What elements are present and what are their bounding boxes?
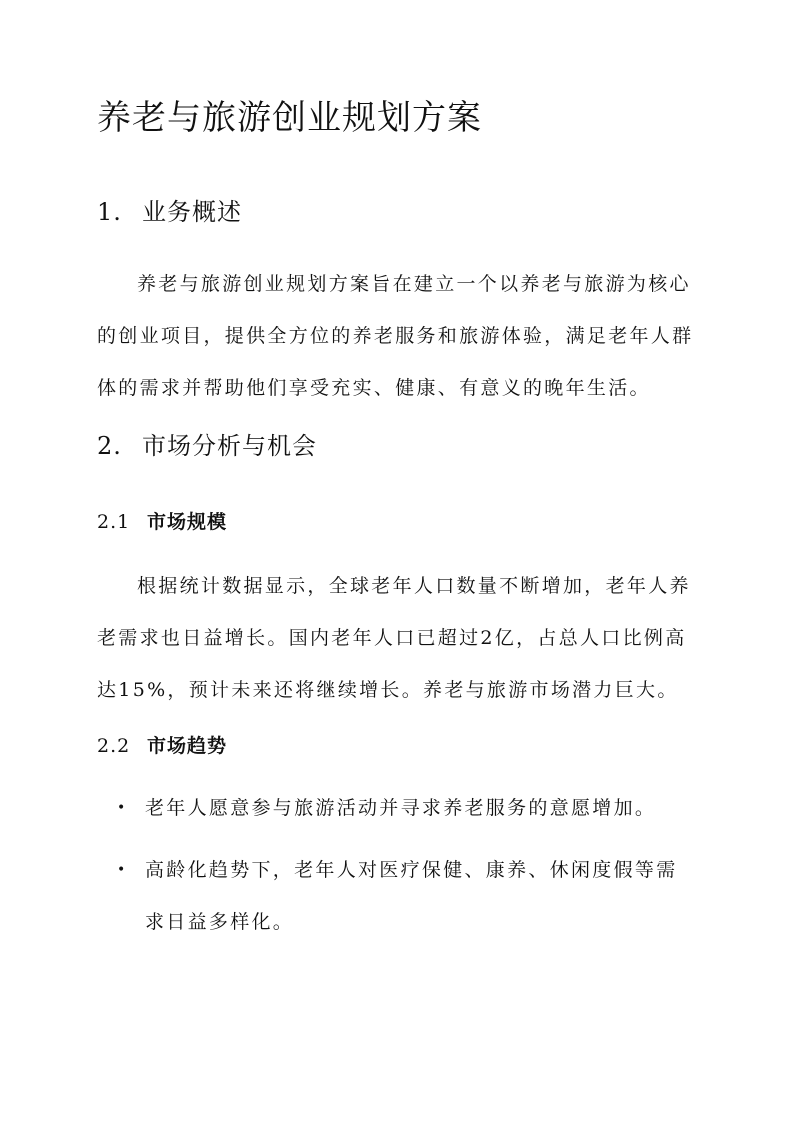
subsection-2-1-heading (97, 508, 227, 536)
bullet-dot-icon: • (117, 862, 128, 878)
section-1-heading (97, 196, 242, 228)
subsection-2-2-heading (97, 732, 227, 760)
document-title: 养老与旅游创业规划方案 (97, 98, 482, 138)
list-item-text: 老年人愿意参与旅游活动并寻求养老服务的意愿增加。 (145, 797, 657, 819)
list-item (97, 844, 697, 948)
subsection-2-1-number: 2.1 (97, 511, 131, 533)
section-1-paragraph: 养老与旅游创业规划方案旨在建立一个以养老与旅游为核心的创业项目，提供全方位的养老服务和旅游体验，满足老年人群体的需求并帮助他们享受充实、健康、有意义的晚年生活。 (97, 273, 694, 399)
section-1-title: 业务概述 (142, 198, 242, 226)
subsection-2-2-number: 2.2 (97, 735, 131, 757)
subsection-2-2-title: 市场趋势 (147, 735, 228, 757)
subsection-2-1-title: 市场规模 (147, 511, 228, 533)
bullet-dot-icon: • (117, 800, 128, 816)
subsection-2-1-paragraph: 根据统计数据显示，全球老年人口数量不断增加，老年人养老需求也日益增长。国内老年人口已超过2亿，占总人口比例高达15%，预计未来还将继续增长。养老与旅游市场潜力巨大。 (97, 575, 691, 701)
section-2-title: 市场分析与机会 (142, 432, 317, 460)
list-item (97, 782, 697, 834)
section-1-number: 1. (97, 198, 122, 226)
section-2-heading (97, 430, 317, 462)
section-2-number: 2. (97, 432, 122, 460)
market-trends-list (97, 782, 697, 958)
list-item-text: 高龄化趋势下，老年人对医疗保健、康养、休闲度假等需求日益多样化。 (145, 859, 678, 933)
